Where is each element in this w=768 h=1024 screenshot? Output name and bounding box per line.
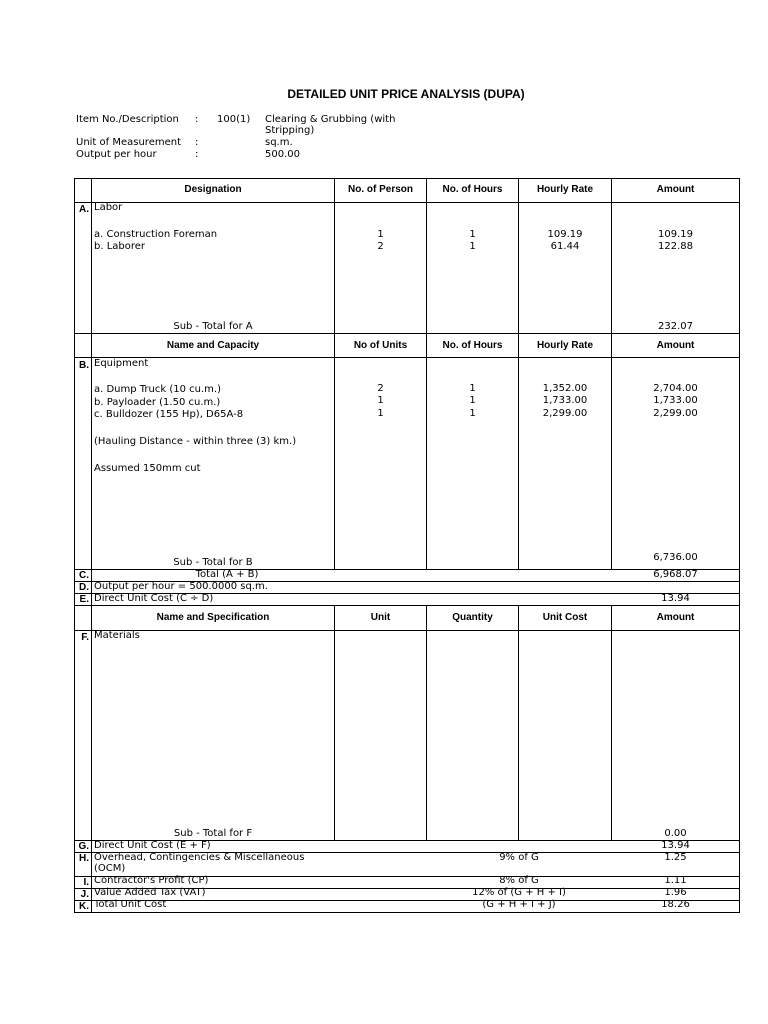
- section-title-equipment: Equipment: [94, 358, 149, 369]
- equipment-rate: 1,352.00: [542, 383, 588, 394]
- column-header-amount: Amount: [656, 340, 695, 351]
- hauling-note: (Hauling Distance - within three (3) km.): [94, 436, 297, 447]
- summary-label: Contractor's Profit (CP): [94, 875, 209, 886]
- direct-unit-cost-amount: 13.94: [661, 593, 690, 604]
- section-title-materials: Materials: [94, 630, 140, 641]
- row-letter: C.: [79, 570, 89, 581]
- summary-label: Total Unit Cost: [94, 899, 167, 910]
- output-value: 500.00: [265, 149, 300, 160]
- colon: :: [195, 149, 199, 160]
- row-letter: J.: [80, 889, 89, 900]
- cut-note: Assumed 150mm cut: [94, 463, 201, 474]
- item-label: Item No./Description: [76, 114, 179, 125]
- labor-persons: 2: [377, 241, 384, 252]
- column-header-quantity: Quantity: [452, 612, 493, 623]
- unit-value: sq.m.: [265, 137, 293, 148]
- row-letter: G.: [78, 841, 89, 852]
- equipment-amount: 2,299.00: [653, 408, 698, 419]
- summary-amount: 1.96: [664, 887, 687, 898]
- column-header-hourly-rate: Hourly Rate: [536, 184, 594, 195]
- equipment-units: 1: [377, 408, 384, 419]
- equipment-name: b. Payloader (1.50 cu.m.): [94, 397, 221, 408]
- subtotal-a-amount: 232.07: [658, 321, 693, 332]
- equipment-hours: 1: [469, 383, 476, 394]
- item-number: 100(1): [217, 114, 251, 125]
- summary-basis: 12% of (G + H + I): [472, 887, 566, 898]
- row-letter: E.: [79, 594, 89, 605]
- page-title: DETAILED UNIT PRICE ANALYSIS (DUPA): [287, 87, 525, 101]
- column-header-unit-cost: Unit Cost: [542, 612, 588, 623]
- summary-label: Overhead, Contingencies & Miscellaneous: [94, 852, 305, 863]
- equipment-name: c. Bulldozer (155 Hp), D65A-8: [94, 409, 244, 420]
- labor-hours: 1: [469, 241, 476, 252]
- labor-amount: 109.19: [658, 229, 693, 240]
- labor-rate: 109.19: [547, 229, 583, 240]
- item-description-cont: Stripping): [265, 125, 315, 136]
- labor-persons: 1: [377, 229, 384, 240]
- row-letter: K.: [79, 901, 89, 912]
- column-header-amount: Amount: [656, 184, 695, 195]
- equipment-amount: 1,733.00: [653, 395, 698, 406]
- equipment-hours: 1: [469, 395, 476, 406]
- summary-basis: (G + H + I + J): [482, 899, 556, 910]
- labor-name: a. Construction Foreman: [94, 229, 218, 240]
- subtotal-b-label: Sub - Total for B: [173, 557, 253, 568]
- summary-label-cont: (OCM): [94, 863, 126, 874]
- row-letter: D.: [79, 582, 89, 593]
- equipment-name: a. Dump Truck (10 cu.m.): [94, 384, 221, 395]
- section-letter-a: A.: [79, 204, 89, 215]
- section-letter-b: B.: [79, 360, 89, 371]
- subtotal-a-label: Sub - Total for A: [173, 321, 253, 332]
- summary-label: Direct Unit Cost (E + F): [94, 840, 211, 851]
- unit-label: Unit of Measurement: [76, 137, 182, 148]
- equipment-hours: 1: [469, 408, 476, 419]
- column-header-no-of-person: No. of Person: [347, 184, 413, 195]
- summary-amount: 18.26: [661, 899, 690, 910]
- row-letter: I.: [83, 877, 89, 888]
- summary-basis: 8% of G: [499, 875, 539, 886]
- summary-amount: 13.94: [661, 840, 690, 851]
- column-header-amount: Amount: [656, 612, 695, 623]
- labor-rate: 61.44: [550, 241, 580, 252]
- column-header-no-of-hours: No. of Hours: [442, 184, 503, 195]
- section-title-labor: Labor: [94, 202, 123, 213]
- colon: :: [195, 137, 199, 148]
- equipment-units: 2: [377, 383, 384, 394]
- section-letter-f: F.: [81, 632, 89, 643]
- equipment-amount: 2,704.00: [653, 383, 698, 394]
- row-letter: H.: [79, 853, 89, 864]
- summary-basis: 9% of G: [499, 852, 539, 863]
- column-header-name-specification: Name and Specification: [156, 612, 270, 623]
- output-label: Output per hour: [76, 149, 157, 160]
- labor-hours: 1: [469, 229, 476, 240]
- total-ab-label: Total (A + B): [195, 569, 259, 580]
- subtotal-f-amount: 0.00: [664, 828, 687, 839]
- column-header-unit: Unit: [370, 612, 391, 623]
- summary-amount: 1.11: [664, 875, 687, 886]
- labor-amount: 122.88: [658, 241, 693, 252]
- equipment-rate: 2,299.00: [542, 408, 588, 419]
- subtotal-b-amount: 6,736.00: [653, 552, 698, 563]
- subtotal-f-label: Sub - Total for F: [173, 828, 253, 839]
- direct-unit-cost-label: Direct Unit Cost (C ÷ D): [94, 593, 214, 604]
- labor-name: b. Laborer: [94, 241, 146, 252]
- column-header-designation: Designation: [184, 184, 242, 195]
- column-header-no-of-hours: No. of Hours: [442, 340, 503, 351]
- summary-amount: 1.25: [664, 852, 687, 863]
- column-header-no-of-units: No of Units: [353, 340, 408, 351]
- output-per-hour-label: Output per hour = 500.0000 sq.m.: [94, 581, 268, 592]
- equipment-rate: 1,733.00: [542, 395, 588, 406]
- item-description: Clearing & Grubbing (with: [265, 114, 396, 125]
- column-header-hourly-rate: Hourly Rate: [536, 340, 594, 351]
- total-ab-amount: 6,968.07: [653, 569, 698, 580]
- summary-label: Value Added Tax (VAT): [94, 887, 206, 898]
- equipment-units: 1: [377, 395, 384, 406]
- column-header-name-capacity: Name and Capacity: [166, 340, 260, 351]
- colon: :: [195, 114, 199, 125]
